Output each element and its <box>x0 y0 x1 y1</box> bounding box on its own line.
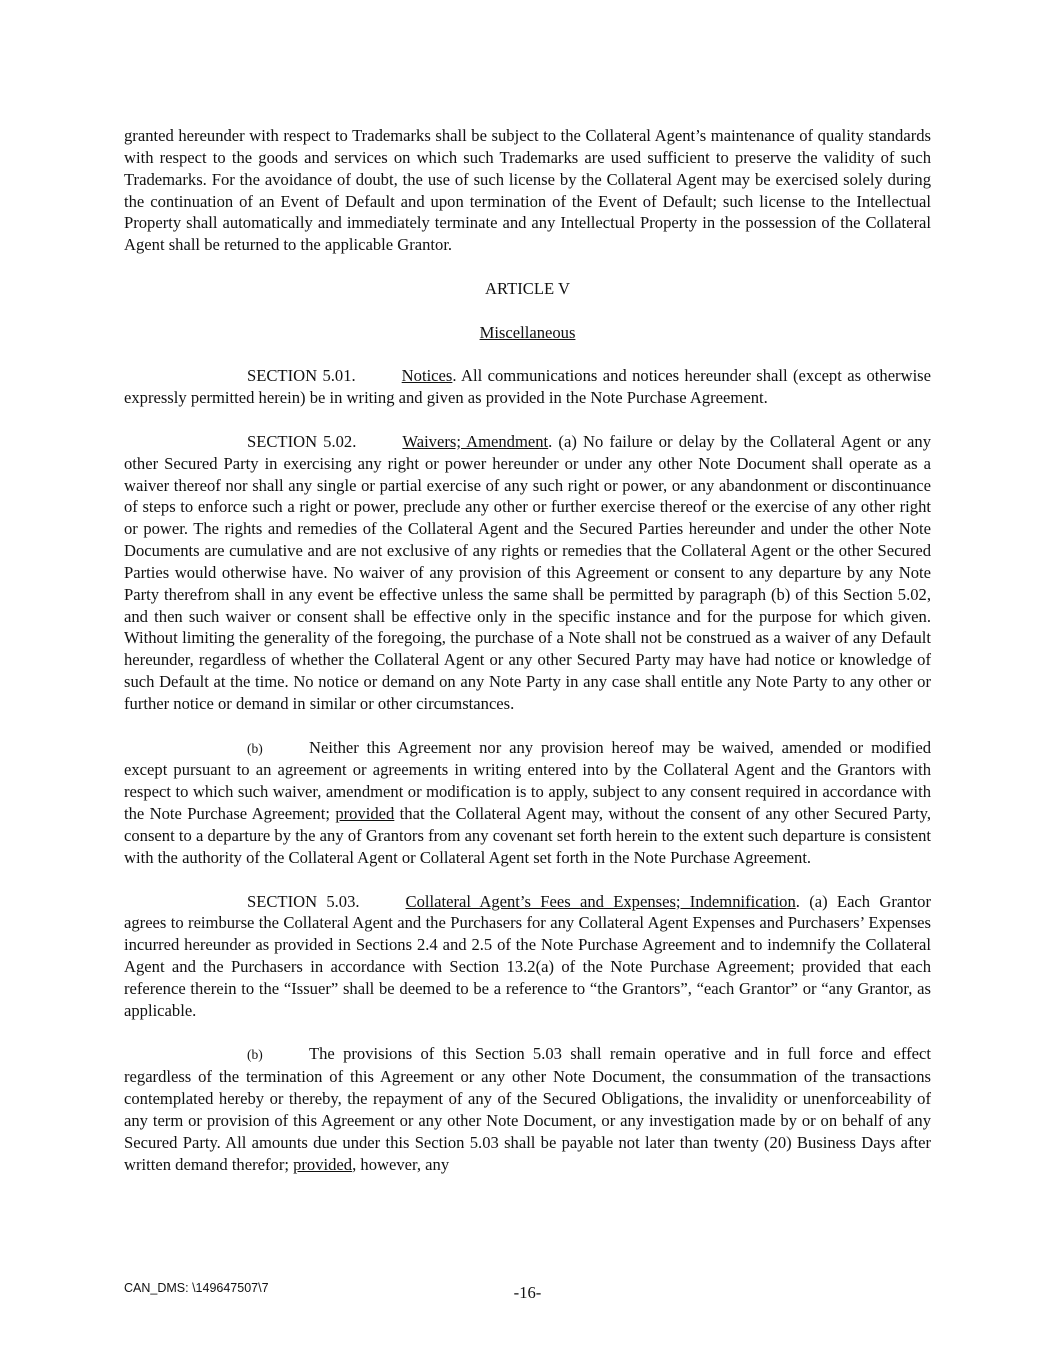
section-5-02-b-text-1: Neither this Agreement nor any provision hereof may be waived, amended or modified except pursuant to an agreement or agreements in writing entered into by the Collateral Agent and the Grantors with respect to which such waiver, amendment or modification is to apply, subject to any consent required in accordance with the Note Purchase Agreement; <box>124 737 931 824</box>
continuation-paragraph: granted hereunder with respect to Trademarks shall be subject to the Collateral Agent’s maintenance of quality standards with respect to the goods and services on which such Trademarks are used sufficient to preserve the validity of such Trademarks. For the avoidance of doubt, the use of such license by the Collateral Agent may be exercised solely during the continuation of an Event of Default and upon termination of the Event of Default; such license to the Intellectual Property shall automatically and immediately terminate and any Intellectual Property in the possession of the Collateral Agent shall be returned to the applicable Grantor. <box>124 126 931 255</box>
section-5-02-text-a: . (a) No failure or delay by the Collateral Agent or any other Secured Party in exercising any right or power hereunder or under any other Note Document shall operate as a waiver thereof nor shall any single or partial exercise of any such right or power, or any abandonment or discontinuance of steps to enforce such a right or power, preclude any other or further exercise thereof or the exercise of any other right or power. The rights and remedies of the Collateral Agent and the Secured Parties hereunder and under the other Note Documents are cumulative and are not exclusive of any rights or remedies that the Collateral Agent or the other Secured Parties would otherwise have. No waiver of any provision of this Agreement or consent to any departure by any Note Party therefrom shall in any event be effective unless the same shall be permitted by paragraph (b) of this Section 5.02, and then such waiver or consent shall be effective only in the specific instance and for the purpose for which given. Without limiting the generality of the foregoing, the purchase of a Note shall not be construed as a waiver of any Default hereunder, regardless of whether the Collateral Agent or any other Secured Party may have had notice or knowledge of such Default at the time. No notice or demand on any Note Party in any case shall entitle any Note Party to any other or further notice or demand in similar or other circumstances. <box>124 431 932 713</box>
section-5-01-number: SECTION 5.01. <box>247 366 356 386</box>
section-5-03-b-text-2: , however, any <box>352 1154 450 1174</box>
section-5-03-b-label: (b) <box>247 1047 263 1063</box>
section-5-01 <box>124 365 931 409</box>
section-5-02-b-provided: provided <box>335 804 395 824</box>
section-5-03-a <box>124 891 931 1022</box>
section-5-03-b-text-1: The provisions of this Section 5.03 shall remain operative and in full force and effect regardless of the termination of this Agreement or any other Note Document, the consummation of the transactions contemplated hereby or thereby, the repayment of any of the Secured Obligations, the invalidity or unenforceability of any term or provision of this Agreement or any other Note Document, or any investigation made by or on behalf of any Secured Party. All amounts due under this Section 5.03 shall be payable not later than twenty (20) Business Days after written demand therefor; <box>124 1044 931 1174</box>
section-5-02-b-text-2: that the Collateral Agent may, without the consent of any other Secured Party, consent to a departure by the any of Grantors from any covenant set forth herein to the extent such departure is consistent with the authority of the Collateral Agent or Collateral Agent set forth in the Note Purchase Agreement. <box>124 804 932 867</box>
section-5-03-number: SECTION 5.03. <box>247 891 360 911</box>
section-5-03-title: Collateral Agent’s Fees and Expenses; Indemnification <box>405 891 796 911</box>
document-body <box>124 125 931 1176</box>
section-5-02-b-label: (b) <box>247 740 263 756</box>
article-title <box>124 322 931 344</box>
section-5-02-a <box>124 431 931 715</box>
footer-doc-id: CAN_DMS: \149647507\7 <box>124 1281 269 1295</box>
section-5-02-title: Waivers; Amendment <box>402 431 549 451</box>
article-heading: ARTICLE V <box>485 278 570 298</box>
section-5-03-text-a: . (a) Each Grantor agrees to reimburse the Collateral Agent and the Purchasers for any Collateral Agent Expenses and Purchasers’ Expenses incurred hereunder as provided in Sections 2.4 and 2.5 of the Note Purchase Agreement and to indemnify the Collateral Agent and the Purchasers in accordance with Section 13.2(a) of the Note Purchase Agreement; provided that each reference therein to the “Issuer” shall be deemed to be a reference to “the Grantors”, “each Grantor” or “any Grantor, as applicable. <box>124 891 931 1020</box>
article-title-text: Miscellaneous <box>479 322 576 342</box>
section-5-01-title: Notices <box>401 366 453 386</box>
section-5-02-b <box>124 737 931 869</box>
section-5-03-b-provided: provided <box>293 1154 353 1174</box>
section-5-01-text: . All communications and notices hereunder shall (except as otherwise expressly permitted herein) be in writing and given as provided in the Note Purchase Agreement. <box>124 366 932 408</box>
section-5-03-b <box>124 1043 931 1175</box>
section-5-02-number: SECTION 5.02. <box>247 431 357 451</box>
footer-page-number: -16- <box>513 1283 542 1302</box>
